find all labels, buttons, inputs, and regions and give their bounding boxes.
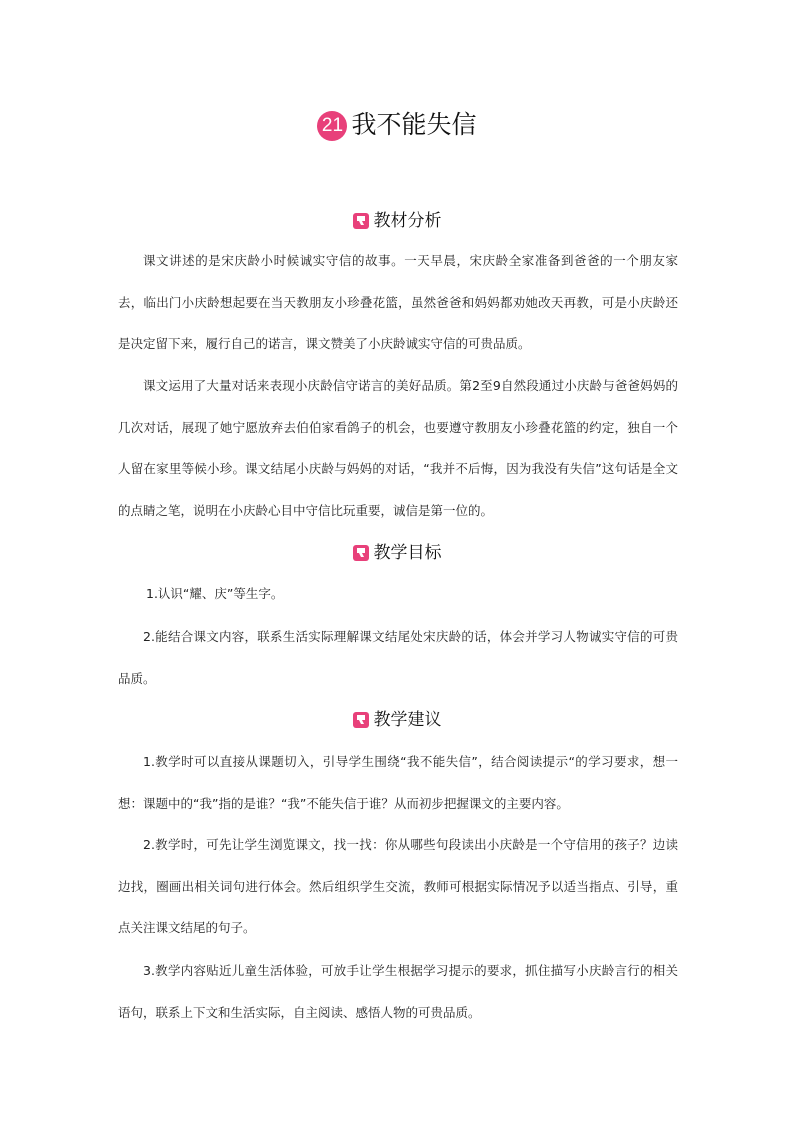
list-item: 2.教学时，可先让学生浏览课文，找一找：你从哪些句段读出小庆龄是一个守信用的孩子？边读边找，圈画出相关词句进行体会。然后组织学生交流，教师可根据实际情况予以适当指点、引导，重点关注课文结尾的句子。: [118, 837, 678, 935]
section-heading-suggestions: [0, 708, 794, 735]
lesson-title-text: 我不能失信: [351, 110, 477, 139]
section-heading-analysis: [0, 209, 794, 236]
list-item: 1.认识“耀、庆”等生字。: [146, 586, 284, 601]
list-item: 2.能结合课文内容，联系生活实际理解课文结尾处宋庆龄的话，体会并学习人物诚实守信的可贵品质。: [118, 629, 678, 686]
paragraph: 课文运用了大量对话来表现小庆龄信守诺言的美好品质。第2至9自然段通过小庆龄与爸爸妈妈的几次对话，展现了她宁愿放弃去伯伯家看鸽子的机会，也要遵守教朋友小珍叠花篮的约定，独自一个人留在家里等候小珍。课文结尾小庆龄与妈妈的对话，“我并不后悔，因为我没有失信”这句话是全文的点睛之笔，说明在小庆龄心目中守信比玩重要，诚信是第一位的。: [118, 378, 678, 518]
list-item: 3.教学内容贴近儿童生活体验，可放手让学生根据学习提示的要求，抓住描写小庆龄言行的相关语句，联系上下文和生活实际，自主阅读、感悟人物的可贵品质。: [118, 963, 678, 1020]
lesson-number-badge: 21: [317, 111, 347, 141]
bookmark-arrow-icon: [353, 545, 369, 561]
paragraph: 课文讲述的是宋庆龄小时候诚实守信的故事。一天早晨，宋庆龄全家准备到爸爸的一个朋友家去，临出门小庆龄想起要在当天教朋友小珍叠花篮，虽然爸爸和妈妈都劝她改天再教，可是小庆龄还是决定留下来，履行自己的诺言，课文赞美了小庆龄诚实守信的可贵品质。: [118, 253, 678, 351]
section-heading-text: 教学目标: [373, 543, 442, 563]
bookmark-arrow-icon: [353, 213, 369, 229]
section-heading-text: 教学建议: [373, 710, 442, 730]
lesson-title: [0, 108, 794, 142]
bookmark-arrow-icon: [353, 712, 369, 728]
section-heading-goals: [0, 541, 794, 568]
section-heading-text: 教材分析: [373, 211, 442, 231]
list-item: 1.教学时可以直接从课题切入，引导学生围绕“我不能失信”，结合阅读提示“的学习要求，想一想：课题中的“我”指的是谁？“我”不能失信于谁？从而初步把握课文的主要内容。: [118, 754, 678, 811]
